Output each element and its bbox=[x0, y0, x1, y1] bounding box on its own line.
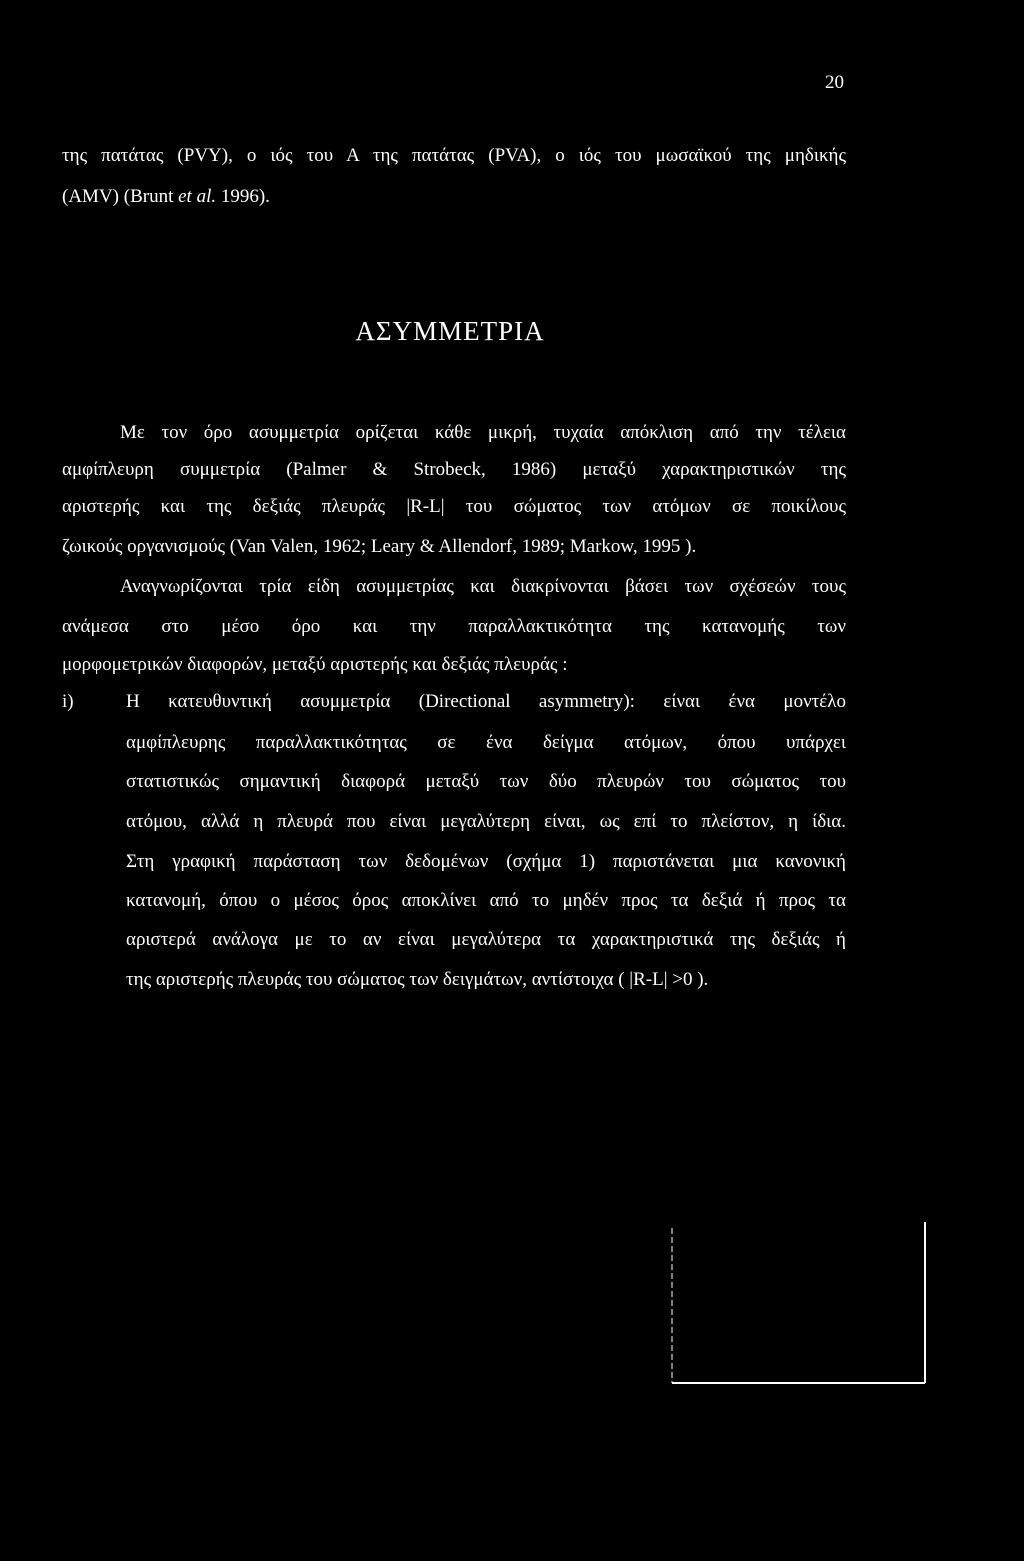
section-heading: ΑΣΥΜΜΕΤΡΙΑ bbox=[355, 316, 545, 346]
list-i-line-3: στατιστικώς σημαντική διαφορά μεταξύ των δύο πλευρών του σώματος του bbox=[126, 771, 846, 792]
list-i-line-6: κατανομή, όπου ο μέσος όρος αποκλίνει από το μηδέν προς τα δεξιά ή προς τα bbox=[126, 890, 846, 911]
list-i-line-7: αριστερά ανάλογα με το αν είναι μεγαλύτερα τα χαρακτηριστικά της δεξιάς ή bbox=[126, 929, 846, 950]
list-i-line-4: ατόμου, αλλά η πλευρά που είναι μεγαλύτερη είναι, ως επί το πλείστον, η ίδια. bbox=[126, 811, 846, 832]
paragraph2-line-3: μορφομετρικών διαφορών, μεταξύ αριστερής και δεξιάς πλευράς : bbox=[62, 654, 568, 675]
paragraph1-line-4: ζωικούς οργανισμούς (Van Valen, 1962; Leary & Allendorf, 1989; Markow, 1995 ). bbox=[62, 536, 697, 557]
paragraph2-line-1: Αναγνωρίζονται τρία είδη ασυμμετρίας και διακρίνονται βάσει των σχέσεών τους bbox=[120, 576, 846, 597]
intro-line-2-italic: et al. bbox=[178, 186, 217, 207]
list-i-line-8: της αριστερής πλευράς του σώματος των δειγμάτων, αντίστοιχα ( |R-L| >0 ). bbox=[126, 969, 709, 990]
intro-line-2-before: (AMV) (Brunt bbox=[62, 186, 179, 207]
page-number: 20 bbox=[825, 72, 844, 93]
intro-line-1: της πατάτας (PVY), ο ιός του Α της πατάτας (PVA), ο ιός του μωσαϊκού της μηδικής bbox=[62, 145, 846, 166]
list-marker-i: i) bbox=[62, 691, 74, 712]
list-i-line-5: Στη γραφική παράσταση των δεδομένων (σχήμα 1) παριστάνεται μια κανονική bbox=[126, 851, 846, 872]
list-i-line-2: αμφίπλευρης παραλλακτικότητας σε ένα δείγμα ατόμων, όπου υπάρχει bbox=[126, 732, 846, 753]
paragraph1-line-1: Με τον όρο ασυμμετρία ορίζεται κάθε μικρή, τυχαία απόκλιση από την τέλεια bbox=[120, 422, 846, 443]
paragraph1-line-2: αμφίπλευρη συμμετρία (Palmer & Strobeck, 1986) μεταξύ χαρακτηριστικών της bbox=[62, 459, 846, 480]
paragraph2-line-2: ανάμεσα στο μέσο όρο και την παραλλακτικότητα της κατανομής των bbox=[62, 616, 846, 637]
paragraph1-line-3: αριστερής και της δεξιάς πλευράς |R-L| του σώματος των ατόμων σε ποικίλους bbox=[62, 496, 846, 517]
intro-line-2-after: 1996). bbox=[216, 186, 270, 207]
list-i-line-1: Η κατευθυντική ασυμμετρία (Directional asymmetry): είναι ένα μοντέλο bbox=[126, 691, 846, 712]
